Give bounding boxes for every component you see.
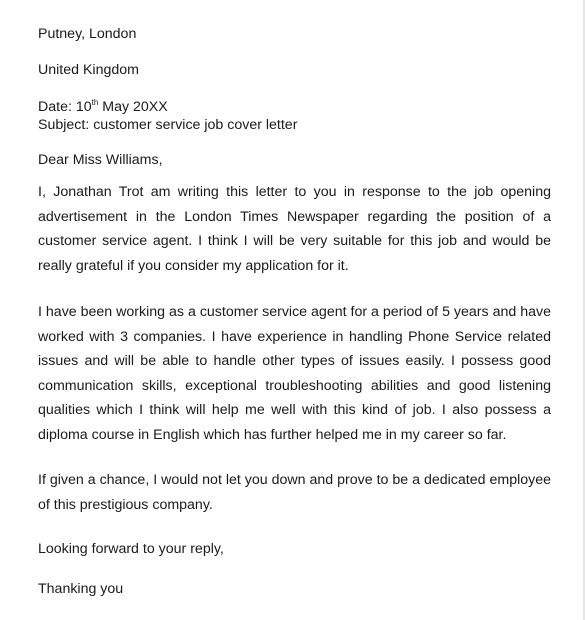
spacer xyxy=(38,172,551,180)
spacer xyxy=(38,517,551,537)
date-label: Date: 10 xyxy=(38,99,92,115)
spacer xyxy=(38,278,551,300)
address-line-country: United Kingdom xyxy=(38,62,139,78)
spacer xyxy=(38,82,551,94)
spacer xyxy=(38,561,551,577)
closing-line: Looking forward to your reply, xyxy=(38,541,224,557)
letter-date xyxy=(38,98,551,116)
spacer xyxy=(38,134,551,148)
paragraph-2: I have been working as a customer service agent for a period of 5 years and have worked with 3 companies. I have experience in handling Phone Service related issues and will be able to handle other types of issues easily. I possess good communication skills, exceptional troubleshooting abilities and good listening qualities which I think will help me well with this kind of job. I also possess a diploma course in English which has further helped me in my career so far. xyxy=(38,304,551,443)
paragraph-1: I, Jonathan Trot am writing this letter to you in response to the job opening advertisement in the London Times Newspaper regarding the position of a customer service agent. I think I will be very suitable for this job and would be really grateful if you consider my application for it. xyxy=(38,184,551,274)
sign-off: Thanking you xyxy=(38,581,124,597)
spacer xyxy=(38,46,551,58)
spacer xyxy=(38,447,551,468)
cover-letter xyxy=(38,22,551,601)
letter-subject: Subject: customer service job cover letter xyxy=(38,117,298,133)
salutation: Dear Miss Williams, xyxy=(38,152,163,168)
date-ordinal: th xyxy=(91,98,99,107)
date-rest: May 20XX xyxy=(98,99,168,115)
address-line-city: Putney, London xyxy=(38,26,137,42)
paragraph-3: If given a chance, I would not let you down and prove to be a dedicated employee of this prestigious company. xyxy=(38,472,551,513)
